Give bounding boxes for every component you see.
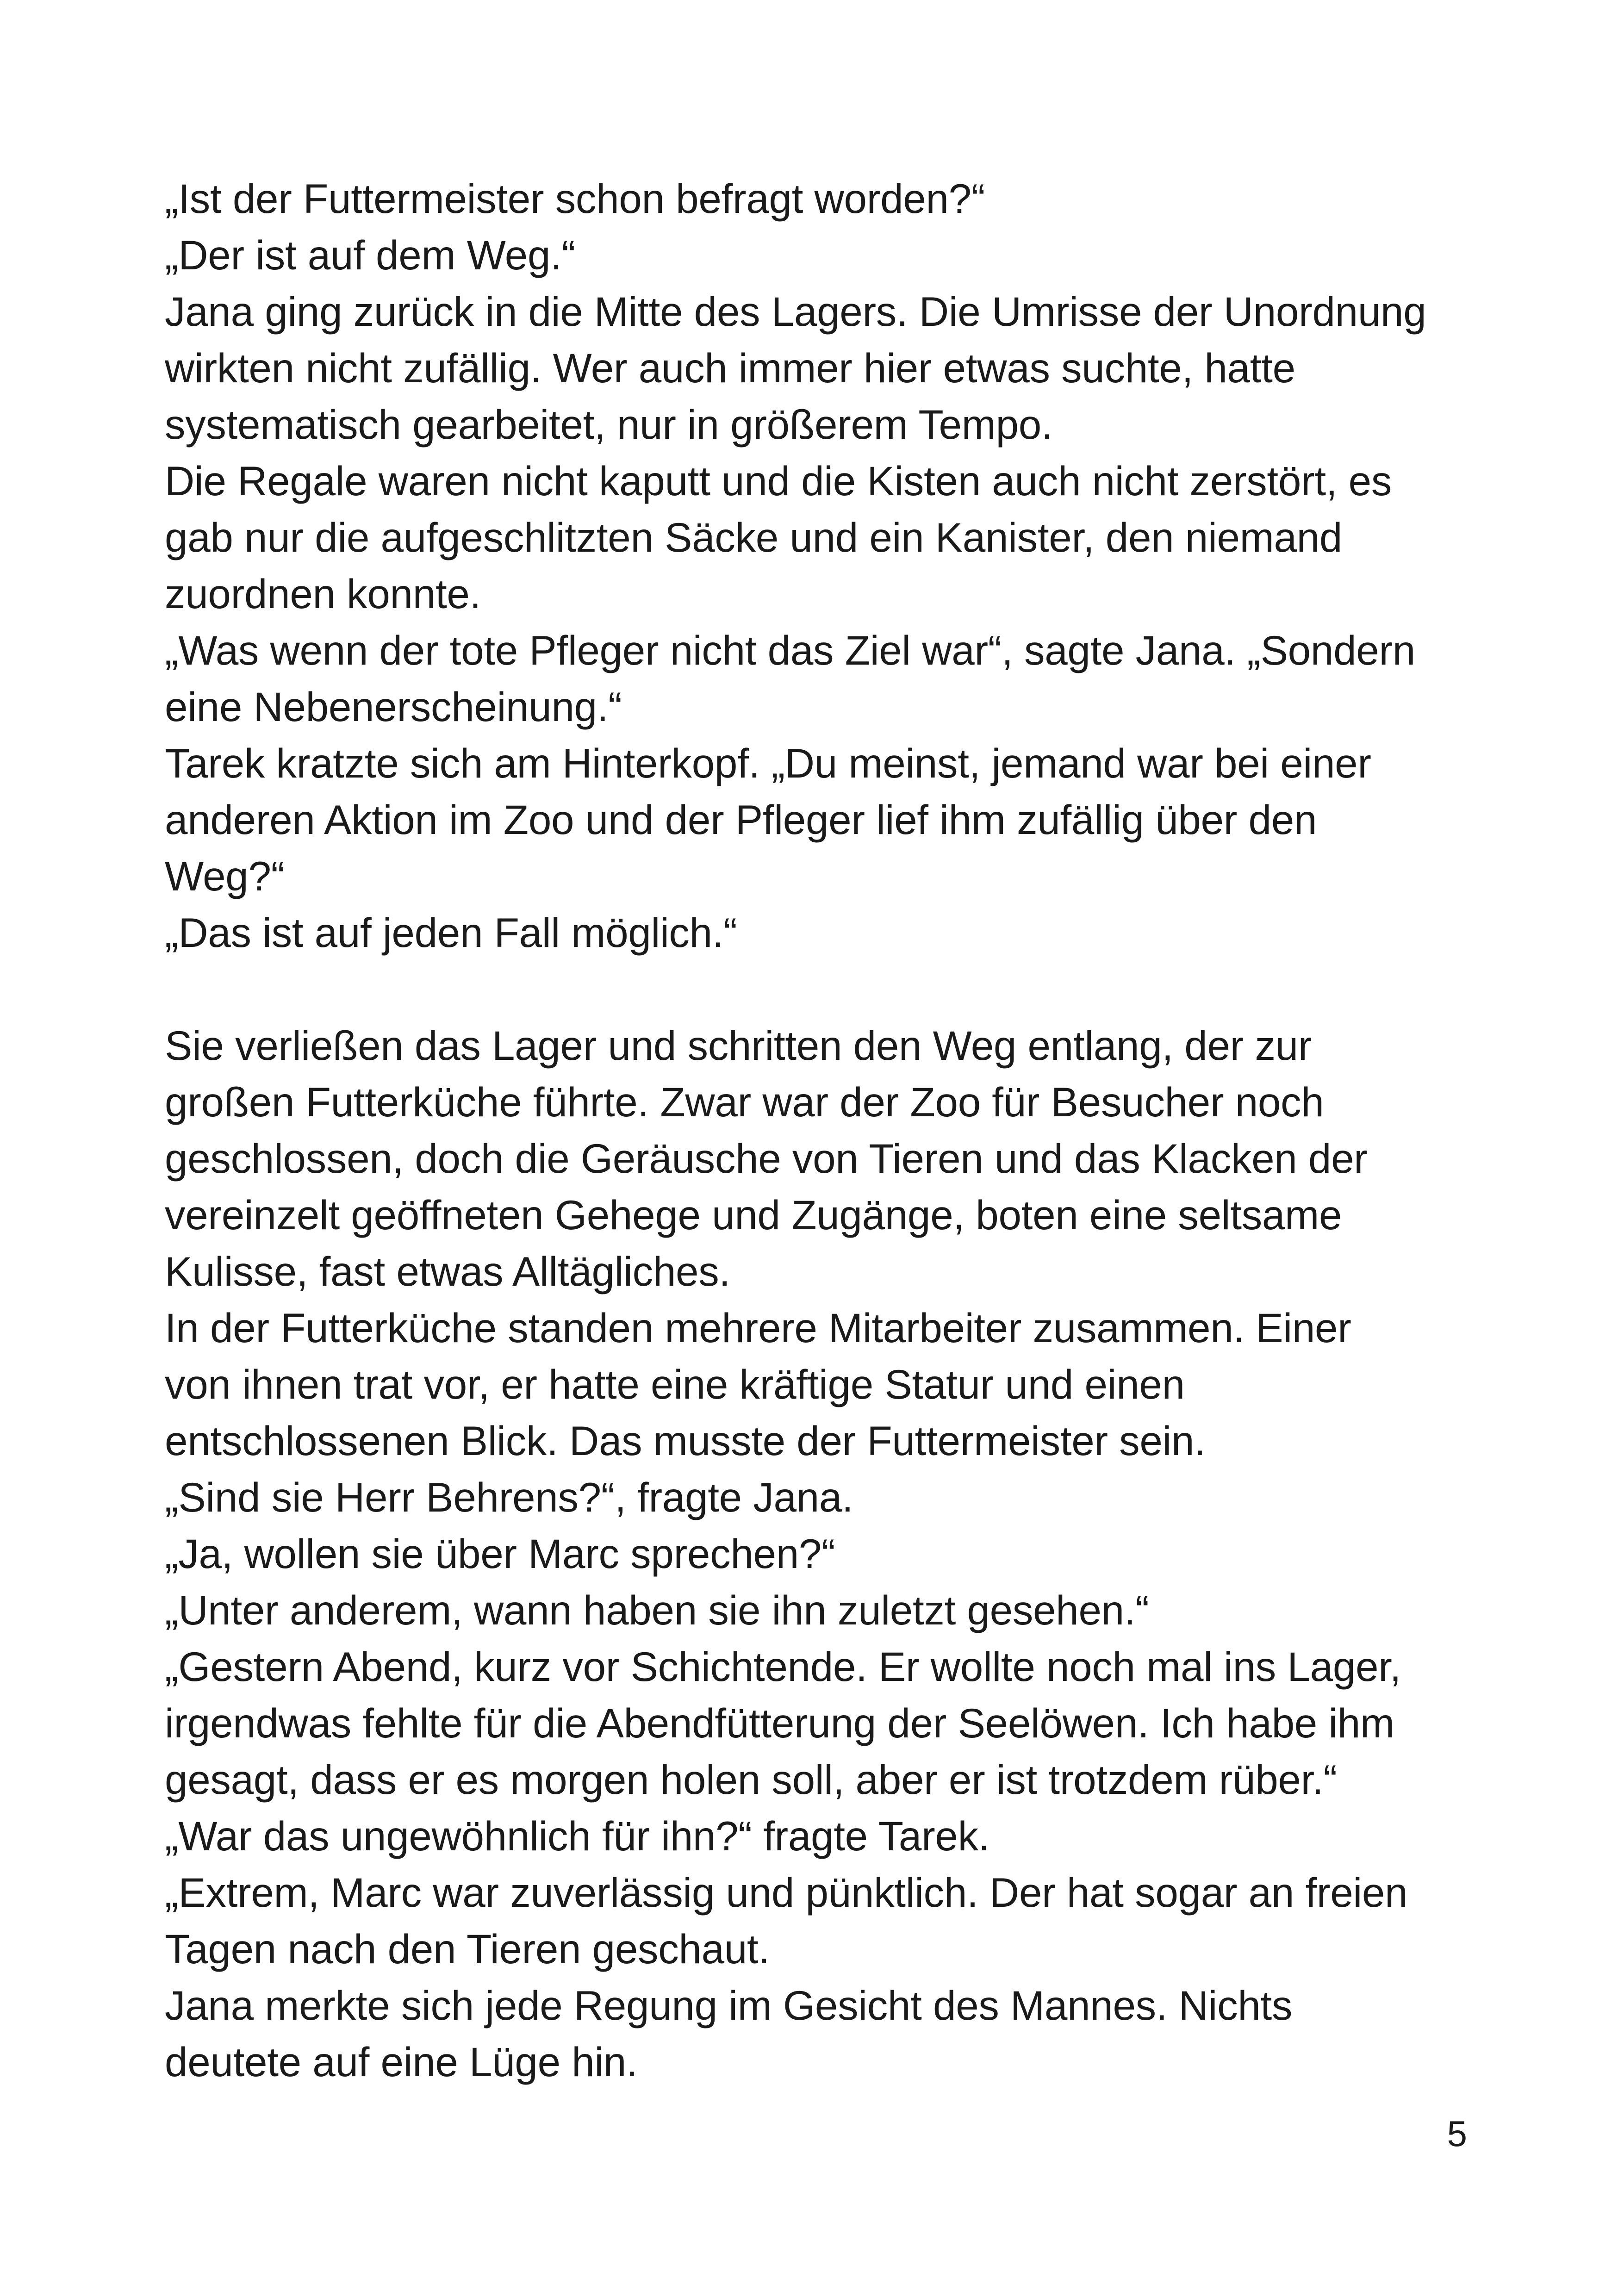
text-line: zuordnen konnte. — [165, 571, 481, 617]
text-line: Sie verließen das Lager und schritten den Weg entlang, der zur — [165, 1022, 1312, 1069]
text-line: Weg?“ — [165, 853, 285, 899]
paragraph-gap — [165, 961, 1507, 1017]
text-line: Jana ging zurück in die Mitte des Lagers. Die Umrisse der Unordnung — [165, 288, 1426, 335]
text-line: „Was wenn der tote Pfleger nicht das Ziel war“, sagte Jana. „Sondern — [165, 627, 1416, 673]
text-line: „Das ist auf jeden Fall möglich.“ — [165, 909, 737, 956]
page-number: 5 — [1447, 2113, 1467, 2154]
text-line: Kulisse, fast etwas Alltägliches. — [165, 1248, 730, 1294]
text-line: Tagen nach den Tieren geschaut. — [165, 1926, 770, 1972]
text-line: deutete auf eine Lüge hin. — [165, 2039, 638, 2085]
text-line: eine Nebenerscheinung.“ — [165, 684, 622, 730]
text-line: „Gestern Abend, kurz vor Schichtende. Er wollte noch mal ins Lager, — [165, 1643, 1401, 1690]
text-line: Tarek kratzte sich am Hinterkopf. „Du meinst, jemand war bei einer — [165, 740, 1371, 786]
text-line: großen Futterküche führte. Zwar war der Zoo für Besucher noch — [165, 1079, 1324, 1125]
text-line: vereinzelt geöffneten Gehege und Zugänge, boten eine seltsame — [165, 1192, 1342, 1238]
text-line: In der Futterküche standen mehrere Mitarbeiter zusammen. Einer — [165, 1305, 1351, 1351]
text-line: „Sind sie Herr Behrens?“, fragte Jana. — [165, 1474, 853, 1520]
text-line: „Unter anderem, wann haben sie ihn zuletzt gesehen.“ — [165, 1587, 1149, 1633]
text-line: Jana merkte sich jede Regung im Gesicht des Mannes. Nichts — [165, 1982, 1293, 2028]
text-line: irgendwas fehlte für die Abendfütterung der Seelöwen. Ich habe ihm — [165, 1700, 1394, 1746]
body-text — [165, 170, 1507, 2090]
text-line: „War das ungewöhnlich für ihn?“ fragte Tarek. — [165, 1813, 990, 1859]
text-line: gab nur die aufgeschlitzten Säcke und ein Kanister, den niemand — [165, 514, 1343, 560]
text-line: „Ist der Futtermeister schon befragt worden?“ — [165, 175, 985, 222]
text-line: Die Regale waren nicht kaputt und die Kisten auch nicht zerstört, es — [165, 458, 1392, 504]
text-line: anderen Aktion im Zoo und der Pfleger lief ihm zufällig über den — [165, 796, 1317, 843]
text-line: gesagt, dass er es morgen holen soll, aber er ist trotzdem rüber.“ — [165, 1756, 1337, 1803]
text-line: systematisch gearbeitet, nur in größerem Tempo. — [165, 401, 1053, 448]
text-line: „Der ist auf dem Weg.“ — [165, 232, 575, 278]
text-line: entschlossenen Blick. Das musste der Futtermeister sein. — [165, 1418, 1206, 1464]
text-line: „Extrem, Marc war zuverlässig und pünktlich. Der hat sogar an freien — [165, 1869, 1408, 1916]
text-line: von ihnen trat vor, er hatte eine kräftige Statur und einen — [165, 1361, 1185, 1407]
text-line: „Ja, wollen sie über Marc sprechen?“ — [165, 1531, 835, 1577]
text-line: geschlossen, doch die Geräusche von Tieren und das Klacken der — [165, 1135, 1368, 1182]
text-line: wirkten nicht zufällig. Wer auch immer hier etwas suchte, hatte — [165, 345, 1295, 391]
